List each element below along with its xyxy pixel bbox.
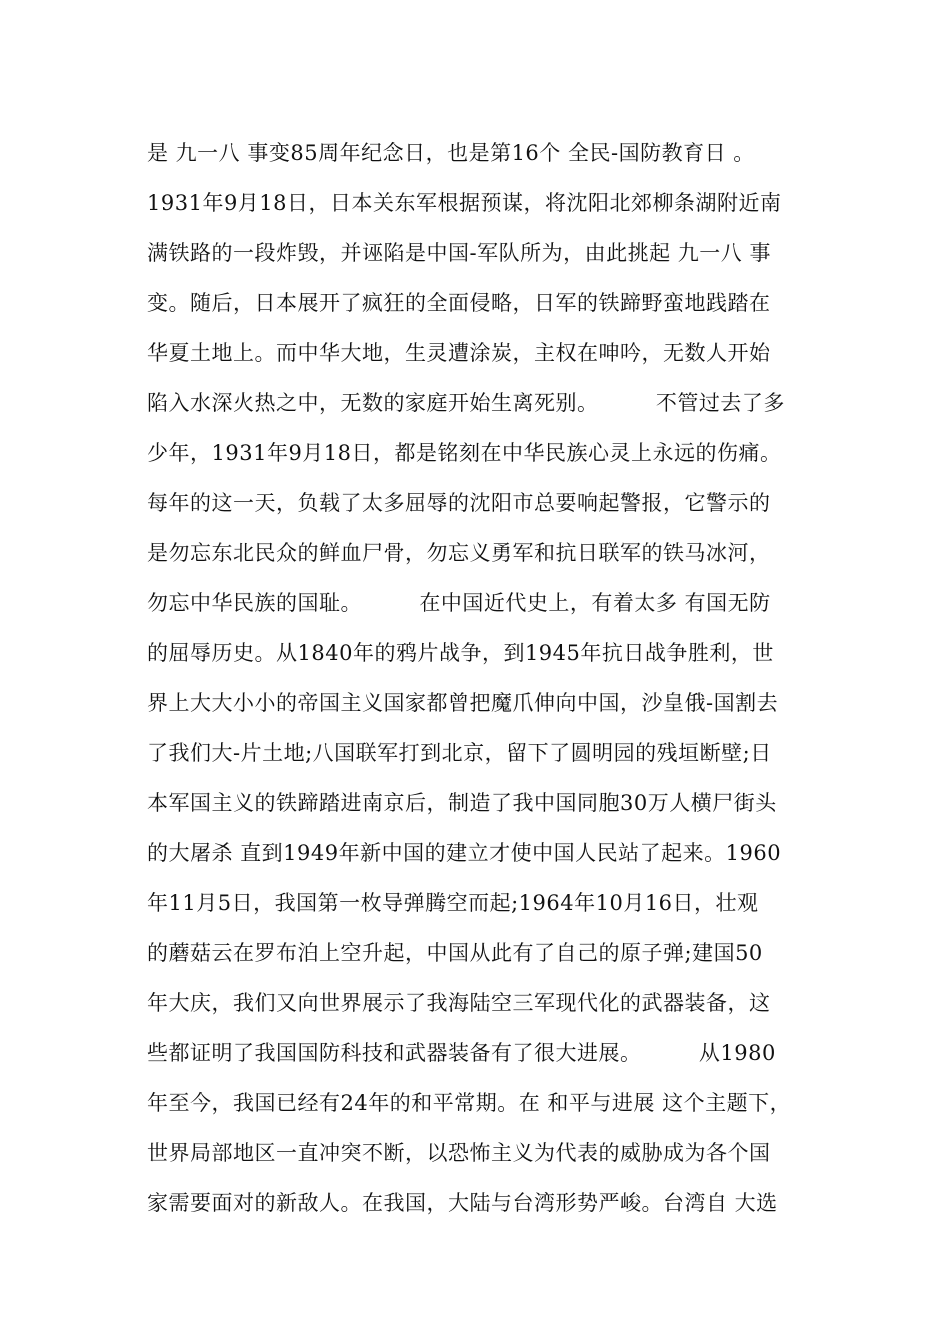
text-line-3: 满铁路的一段炸毁，并诬陷是中国-军队所为，由此挑起 九一八 事: [147, 241, 771, 265]
text-line-11: 的屈辱历史。从1840年的鸦片战争，到1945年抗日战争胜利，世: [147, 641, 774, 665]
text-line-12: 界上大大小小的帝国主义国家都曾把魔爪伸向中国，沙皇俄-国割去: [147, 691, 779, 715]
text-line-9: 是勿忘东北民众的鲜血尸骨，勿忘义勇军和抗日联军的铁马冰河，: [147, 541, 771, 565]
text-line-19: 些都证明了我国国防科技和武器装备有了很大进展。 从1980: [147, 1041, 776, 1065]
text-line-15: 的大屠杀 直到1949年新中国的建立才使中国人民站了起来。1960: [147, 841, 782, 865]
text-line-13: 了我们大-片土地;八国联军打到北京，留下了圆明园的残垣断壁;日: [147, 741, 772, 765]
text-line-7: 少年，1931年9月18日，都是铭刻在中华民族心灵上永远的伤痛。: [147, 441, 782, 465]
text-line-5: 华夏土地上。而中华大地，生灵遭涂炭，主权在呻吟，无数人开始: [147, 341, 771, 365]
text-line-14: 本军国主义的铁蹄踏进南京后，制造了我中国同胞30万人横尸街头: [147, 791, 777, 815]
text-line-16: 年11月5日，我国第一枚导弹腾空而起;1964年10月16日，壮观: [147, 891, 759, 915]
text-line-17: 的蘑菇云在罗布泊上空升起，中国从此有了自己的原子弹;建国50: [147, 941, 763, 965]
text-line-2: 1931年9月18日，日本关东军根据预谋，将沈阳北郊柳条湖附近南: [147, 191, 782, 215]
text-line-20: 年至今，我国已经有24年的和平常期。在 和平与进展 这个主题下，: [147, 1091, 792, 1115]
text-line-21: 世界局部地区一直冲突不断，以恐怖主义为代表的威胁成为各个国: [147, 1141, 771, 1165]
text-line-18: 年大庆，我们又向世界展示了我海陆空三军现代化的武器装备，这: [147, 991, 771, 1015]
text-line-22: 家需要面对的新敌人。在我国，大陆与台湾形势严峻。台湾自 大选: [147, 1191, 778, 1215]
text-line-6: 陷入水深火热之中，无数的家庭开始生离死别。 不管过去了多: [147, 391, 785, 415]
text-line-10: 勿忘中华民族的国耻。 在中国近代史上，有着太多 有国无防: [147, 591, 771, 615]
text-line-4: 变。随后，日本展开了疯狂的全面侵略，日军的铁蹄野蛮地践踏在: [147, 291, 771, 315]
text-line-1: 是 九一八 事变85周年纪念日，也是第16个 全民-国防教育日 。: [147, 141, 755, 165]
article-body: [147, 128, 827, 1228]
text-line-8: 每年的这一天，负载了太多屈辱的沈阳市总要响起警报，它警示的: [147, 491, 771, 515]
